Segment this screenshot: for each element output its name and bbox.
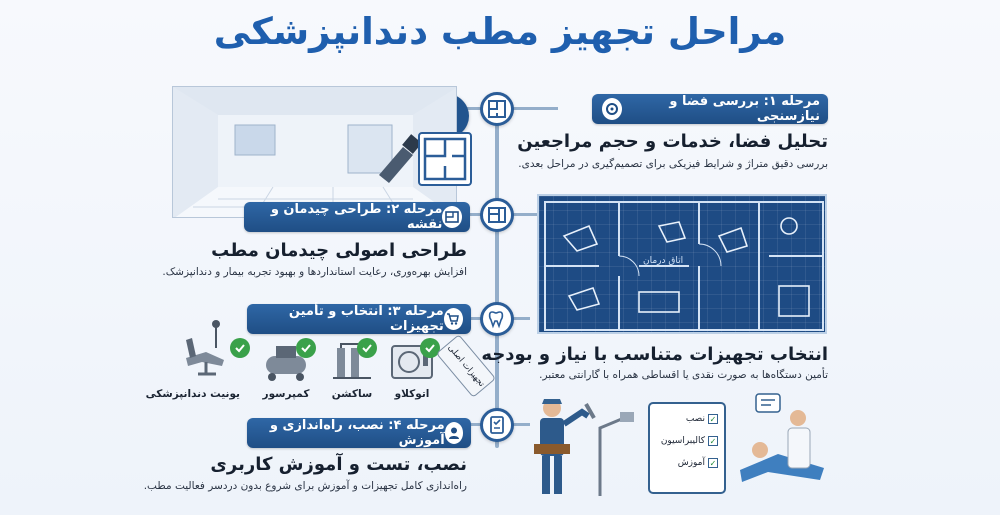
equipment-dental-unit <box>145 318 240 402</box>
step-3-banner <box>247 304 471 334</box>
equipment-label: کمپرسور <box>262 388 310 400</box>
timeline-line <box>495 92 499 448</box>
checklist-item <box>686 414 718 424</box>
step-3-heading: انتخاب تجهیزات متناسب با نیاز و بودجه <box>481 344 828 365</box>
step-3-description: تأمین دستگاه‌ها به صورت نقدی یا اقساطی همراه با گارانتی معتبر. <box>539 369 828 381</box>
checklist-icon <box>487 415 507 435</box>
step-1-description: بررسی دقیق متراژ و شرایط فیزیکی برای تصمیم‌گیری در مراحل بعدی. <box>518 158 828 170</box>
step-4-heading: نصب، تست و آموزش کاربری <box>210 454 467 475</box>
step-1-heading: تحلیل فضا، خدمات و حجم مراجعین <box>517 131 828 152</box>
step-2-banner <box>244 202 470 232</box>
empty-room-illustration <box>172 86 457 218</box>
step-1-banner <box>592 94 828 124</box>
checklist-item-label: کالیبراسیون <box>660 436 705 446</box>
step-3-title: مرحله ۳: انتخاب و تأمین تجهیزات <box>288 304 444 334</box>
timeline-node-2 <box>480 198 514 232</box>
equipment-label: اتوکلاو <box>394 388 430 400</box>
floorplan-thumbnail <box>418 132 472 186</box>
equipment-label: ساکشن <box>331 388 373 400</box>
timeline-node-3 <box>480 302 514 336</box>
cart-icon <box>444 308 463 330</box>
step-4-description: راه‌اندازی کامل تجهیزات و آموزش برای شروع بدون دردسر فعالیت مطب. <box>143 480 467 492</box>
step-2-description: افزایش بهره‌وری، رعایت استانداردها و بهبود تجربه بیمار و دندانپزشک. <box>162 266 467 278</box>
checklist-item <box>678 458 718 468</box>
step-4-banner <box>247 418 471 448</box>
checkbox-checked-icon: ✓ <box>709 414 717 424</box>
timeline-node-1 <box>480 92 514 126</box>
tape-measure-icon <box>602 98 622 120</box>
checklist-clipboard <box>648 402 726 494</box>
tooth-icon <box>487 309 507 329</box>
step-2-heading: طراحی اصولی چیدمان مطب <box>211 240 467 261</box>
floorplan-icon <box>487 99 507 119</box>
installation-scene <box>528 388 828 500</box>
technician-icon <box>445 422 463 444</box>
page-title: مراحل تجهیز مطب دندانپزشکی <box>213 10 787 53</box>
step-1-title: مرحله ۱: بررسی فضا و نیازسنجی <box>669 94 820 124</box>
equipment-label: یونیت دندانپزشکی <box>145 388 240 400</box>
check-icon <box>230 338 250 358</box>
checklist-item-label: آموزش <box>677 458 705 468</box>
checkbox-checked-icon: ✓ <box>709 436 717 446</box>
step-4-title: مرحله ۴: نصب، راه‌اندازی و آموزش <box>269 418 445 448</box>
check-icon <box>296 338 316 358</box>
main-equipment-tag: تجهیزات اصلی <box>436 334 496 398</box>
checkbox-checked-icon: ✓ <box>709 458 717 468</box>
checklist-item <box>661 436 718 446</box>
blueprint-icon <box>442 206 462 228</box>
check-icon <box>357 338 377 358</box>
dental-unit-icon <box>176 318 236 378</box>
layout-plan-icon <box>487 205 507 225</box>
checklist-item-label: نصب <box>685 414 705 424</box>
clinic-blueprint <box>537 194 827 334</box>
timeline-node-4 <box>480 408 514 442</box>
blueprint-room-label: اتاق درمان <box>643 256 684 266</box>
step-2-title: مرحله ۲: طراحی چیدمان و نقشه <box>270 202 443 232</box>
